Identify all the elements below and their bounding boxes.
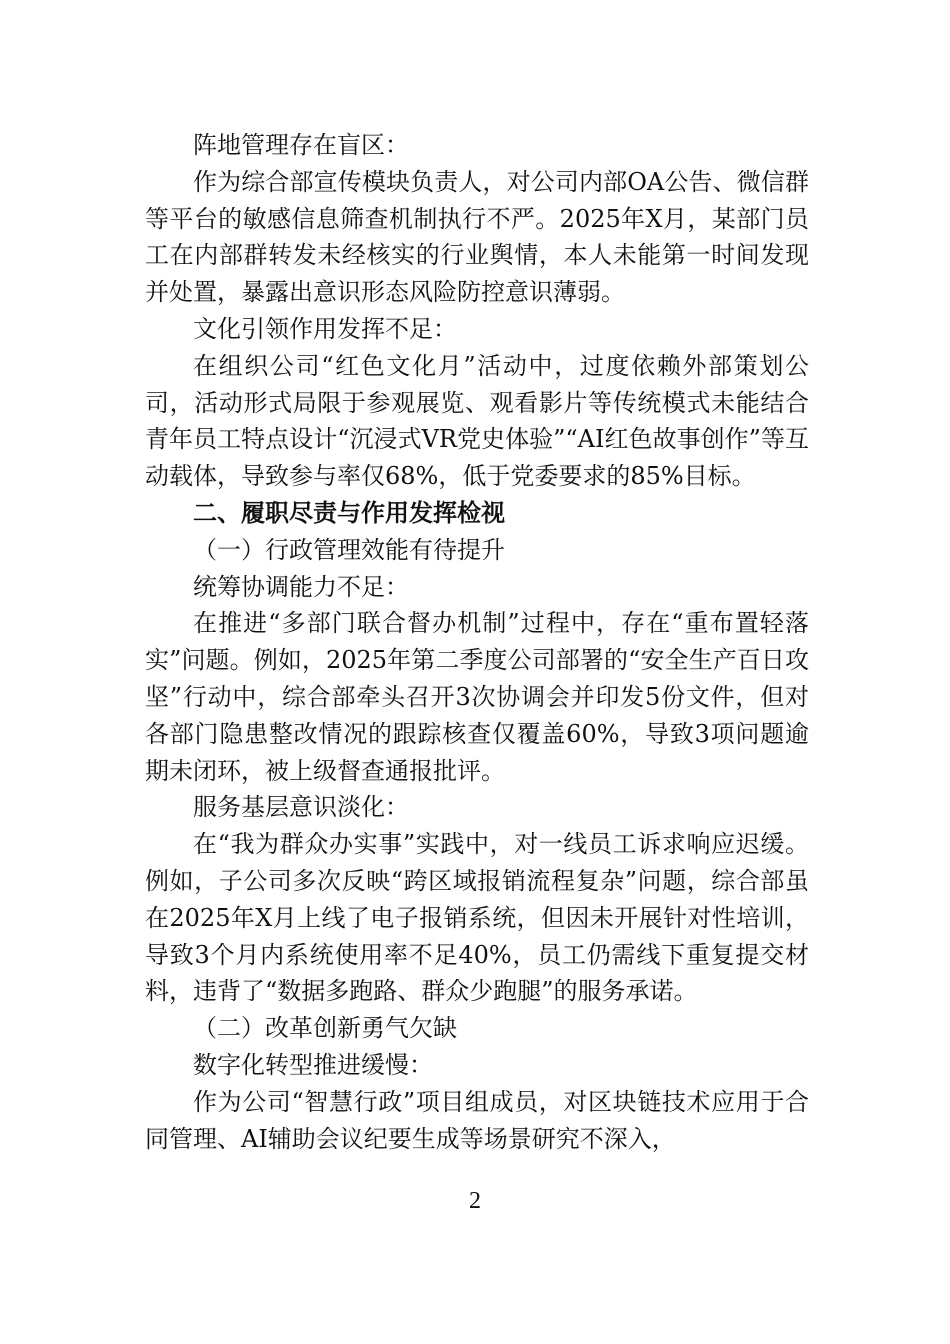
section-heading-duty-review: 二、履职尽责与作用发挥检视: [193, 498, 505, 527]
subsection-label-service-awareness: 服务基层意识淡化：: [193, 793, 409, 822]
page-number: 2: [469, 1188, 481, 1214]
paragraph-culture-leading: 在组织公司“红色文化月”活动中，过度依赖外部策划公司，活动形式局限于参观展览、观看影片等传统模式未能结合青年员工特点设计“沉浸式VR党史体验”“AI红色故事创作”等互动载体，导致参与率仅68%，低于党委要求的85%目标。: [145, 351, 809, 491]
document-body: [145, 127, 809, 1157]
paragraph-coordination: 在推进“多部门联合督办机制”过程中，存在“重布置轻落实”问题。例如，2025年第二季度公司部署的“安全生产百日攻坚”行动中，综合部牵头召开3次协调会并印发5份文件，但对各部门隐患整改情况的跟踪核查仅覆盖60%，导致3项问题逾期未闭环，被上级督查通报批评。: [145, 609, 809, 785]
subsection-heading-reform-innovation: （二）改革创新勇气欠缺: [193, 1014, 457, 1043]
subsection-label-coordination: 统筹协调能力不足：: [193, 572, 409, 601]
paragraph-service-awareness: 在“我为群众办实事”实践中，对一线员工诉求响应迟缓。例如，子公司多次反映“跨区域报销流程复杂”问题，综合部虽在2025年X月上线了电子报销系统，但因未开展针对性培训，导致3个月内系统使用率不足40%，员工仍需线下重复提交材料，违背了“数据多跑路、群众少跑腿”的服务承诺。: [145, 830, 809, 1006]
subsection-heading-admin-efficiency: （一）行政管理效能有待提升: [193, 535, 505, 564]
paragraph-position-management: 作为综合部宣传模块负责人，对公司内部OA公告、微信群等平台的敏感信息筛查机制执行不严。2025年X月，某部门员工在内部群转发未经核实的行业舆情，本人未能第一时间发现并处置，暴露出意识形态风险防控意识薄弱。: [145, 167, 809, 307]
subsection-label-culture-leading: 文化引领作用发挥不足：: [193, 314, 457, 343]
paragraph-digital-transformation: 作为公司“智慧行政”项目组成员，对区块链技术应用于合同管理、AI辅助会议纪要生成等场景研究不深入，: [145, 1087, 809, 1153]
subsection-label-position-management: 阵地管理存在盲区：: [193, 131, 409, 159]
subsection-label-digital-transformation: 数字化转型推进缓慢：: [193, 1050, 433, 1079]
